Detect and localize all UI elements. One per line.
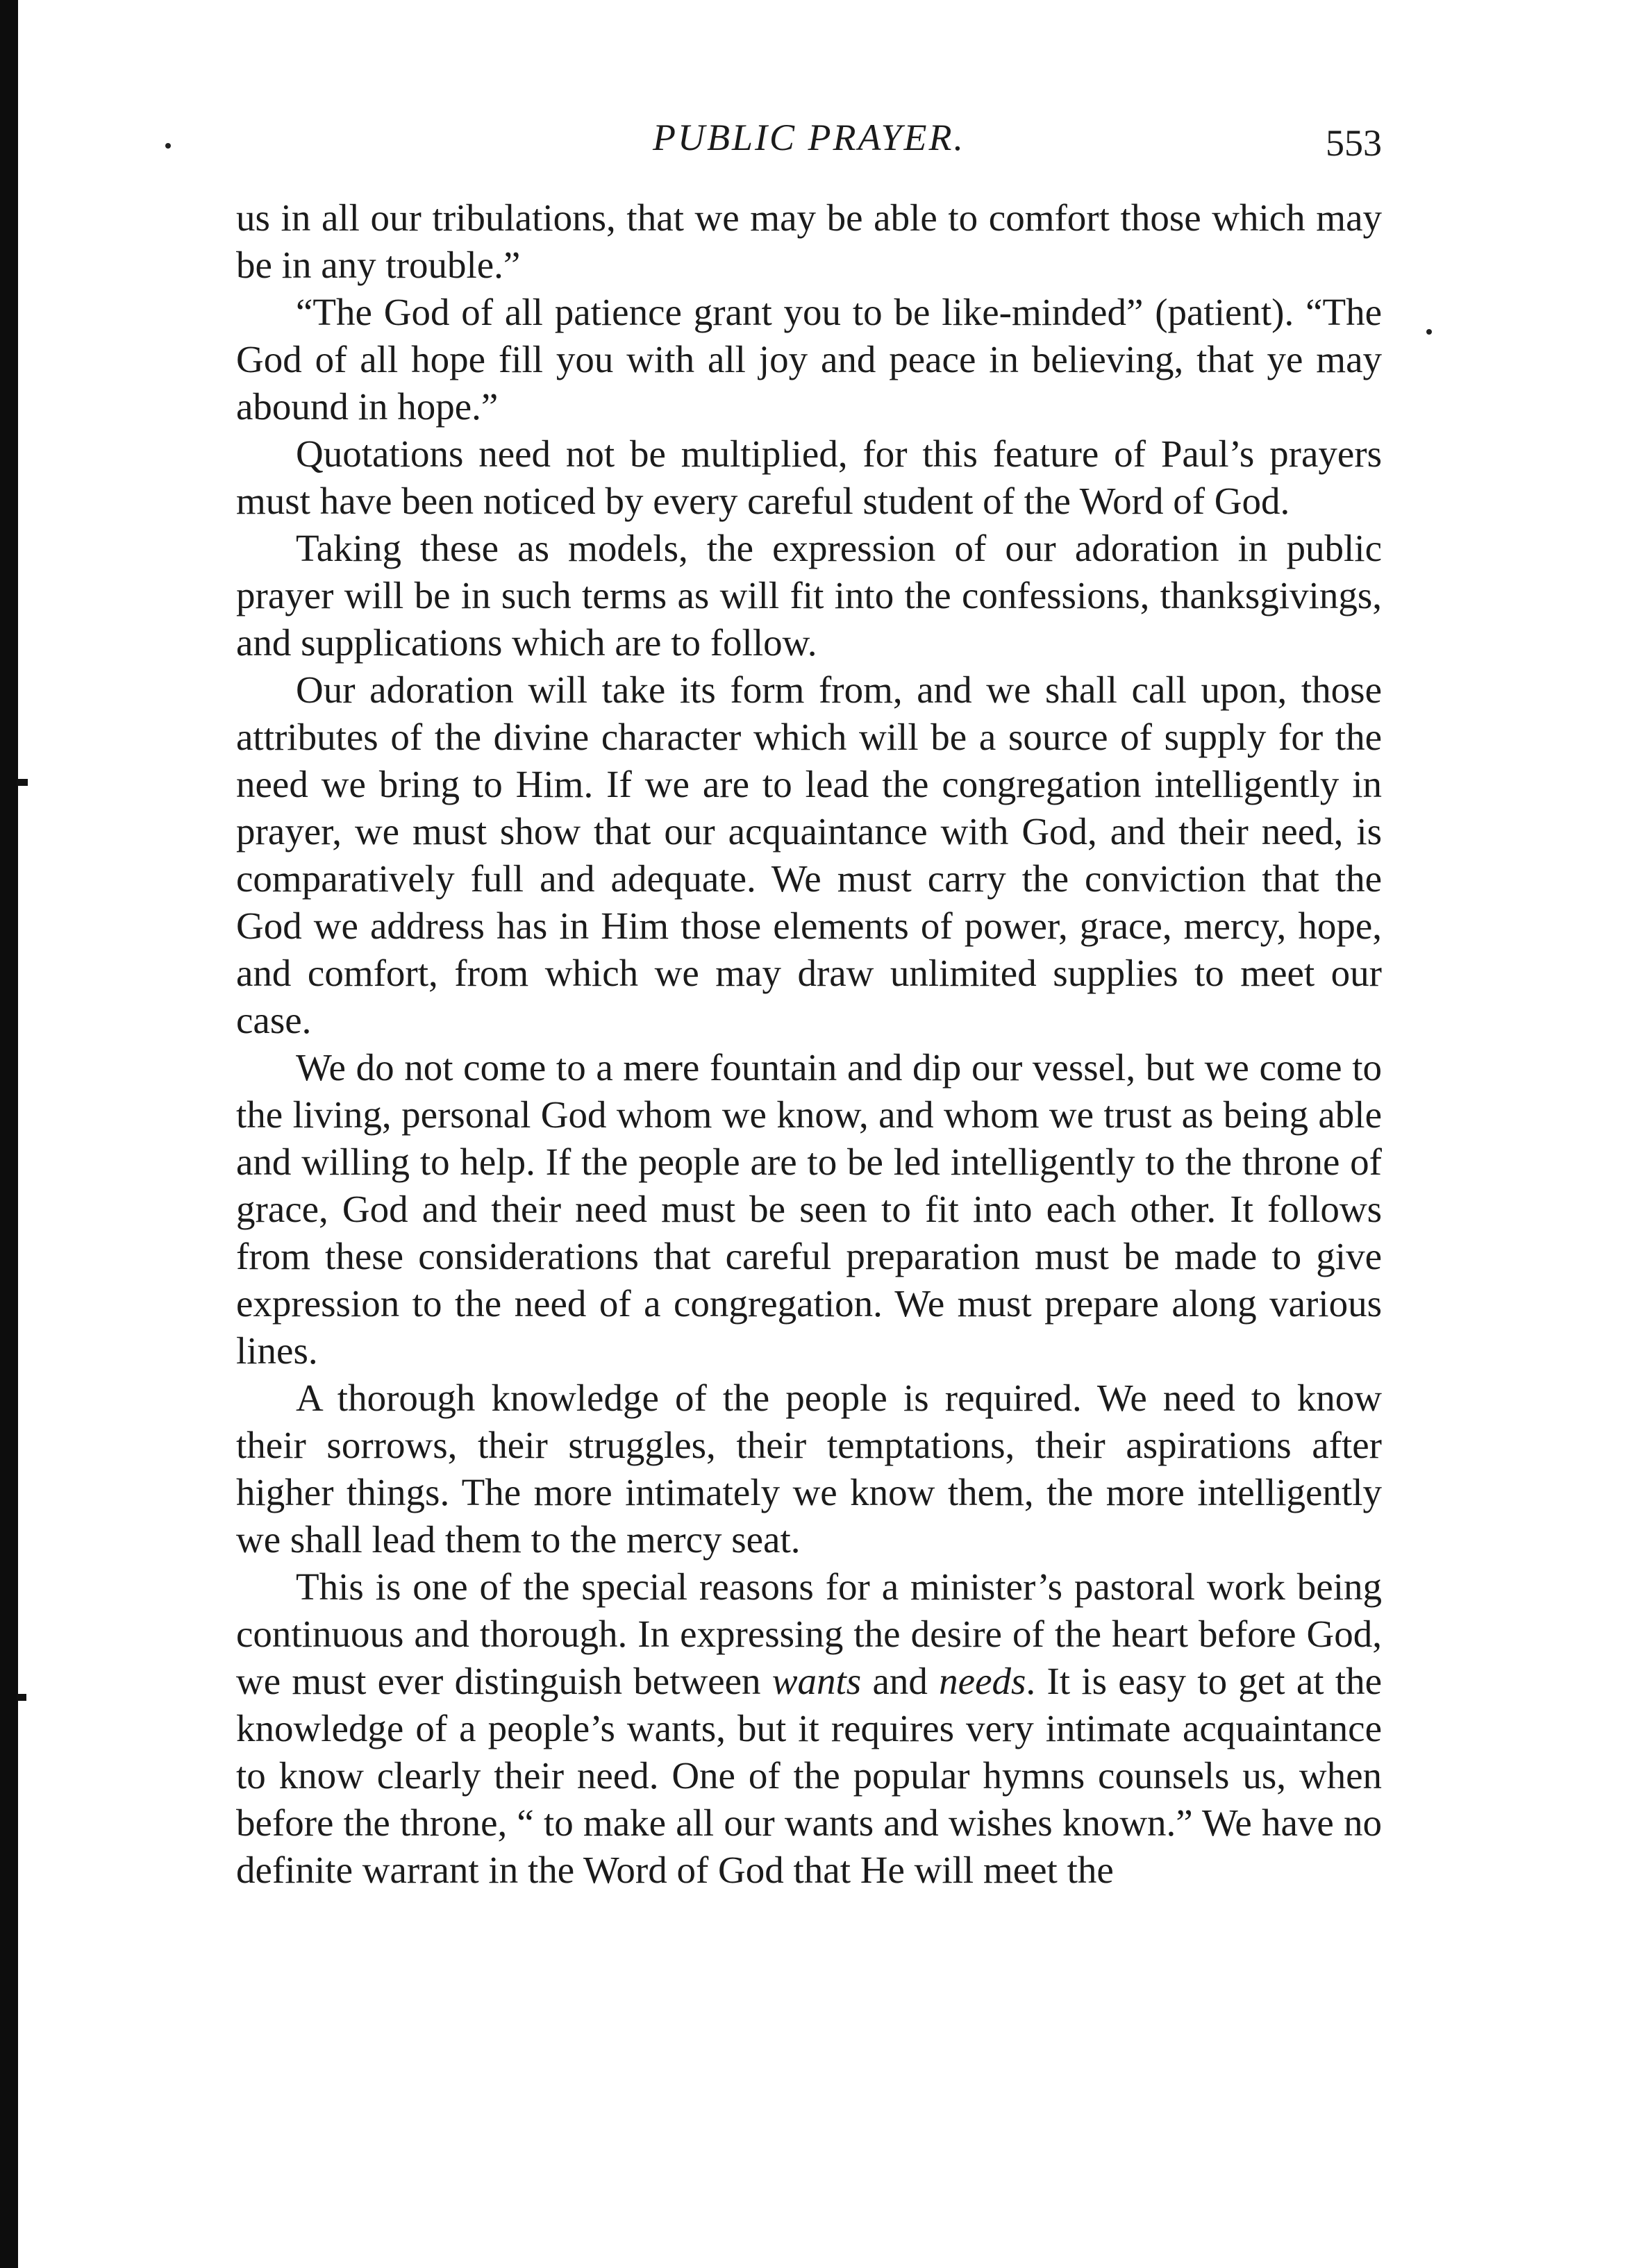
page-header bbox=[236, 110, 1382, 165]
paragraph: us in all our tribulations, that we may be able to comfort those which may be in any trouble.” bbox=[236, 196, 1382, 286]
paragraph-text: and bbox=[861, 1660, 940, 1702]
paragraph: A thorough knowledge of the people is required. We need to know their sorrows, their struggles, their temptations, their aspirations after higher things. The more intimately we know them, the more intelligently we shall lead them to the mercy seat. bbox=[236, 1377, 1382, 1561]
page-number: 553 bbox=[1326, 122, 1382, 164]
binding-mark bbox=[17, 779, 28, 786]
running-title: PUBLIC PRAYER. bbox=[653, 117, 965, 158]
stray-mark bbox=[165, 143, 171, 149]
paragraph-text: . It is easy to get at the knowledge of a people’s wants, but it requires very intimate acquaintance to know clearly their need. One of the popular hymns counsels us, when before the throne, “ to make all our wants and wishes known.” We have no definite warrant in the Word of God that He will meet the bbox=[236, 1660, 1382, 1891]
binding-mark bbox=[17, 1694, 26, 1701]
paragraph: Quotations need not be multiplied, for this feature of Paul’s prayers must have been noticed by every careful student of the Word of God. bbox=[236, 432, 1382, 522]
paragraph: “The God of all patience grant you to be like-minded” (patient). “The God of all hope fill you with all joy and peace in believing, that ye may abound in hope.” bbox=[236, 291, 1382, 428]
emphasis-wants: wants bbox=[771, 1660, 862, 1702]
paragraph: Our adoration will take its form from, and we shall call upon, those attributes of the divine character which will be a source of supply for the need we bring to Him. If we are to lead the congregation intelligently in prayer, we must show that our acquaintance with God, and their need, is comparatively full and adequate. We must carry the conviction that the God we address has in Him those elements of power, grace, mercy, hope, and comfort, from which we may draw unlimited supplies to meet our case. bbox=[236, 669, 1382, 1041]
paragraph-text: This is one of the special reasons for a minister’s pastoral work being continuous and thorough. In expressing the desire of the heart before God, we must ever distinguish between bbox=[236, 1565, 1382, 1702]
paragraph: Taking these as models, the expression of our adoration in public prayer will be in such terms as will fit into the confessions, thanksgivings, and supplications which are to follow. bbox=[236, 527, 1382, 664]
paragraph bbox=[236, 1563, 1382, 1894]
emphasis-needs: needs bbox=[939, 1660, 1026, 1702]
binding-edge bbox=[0, 0, 18, 2268]
stray-mark bbox=[1426, 329, 1432, 335]
body-text bbox=[236, 194, 1382, 1894]
paragraph: We do not come to a mere fountain and dip our vessel, but we come to the living, personal God whom we know, and whom we trust as being able and willing to help. If the people are to be led intelligently to the throne of grace, God and their need must be seen to fit into each other. It follows from these considerations that careful preparation must be made to give expression to the need of a congregation. We must prepare along various lines. bbox=[236, 1046, 1382, 1372]
